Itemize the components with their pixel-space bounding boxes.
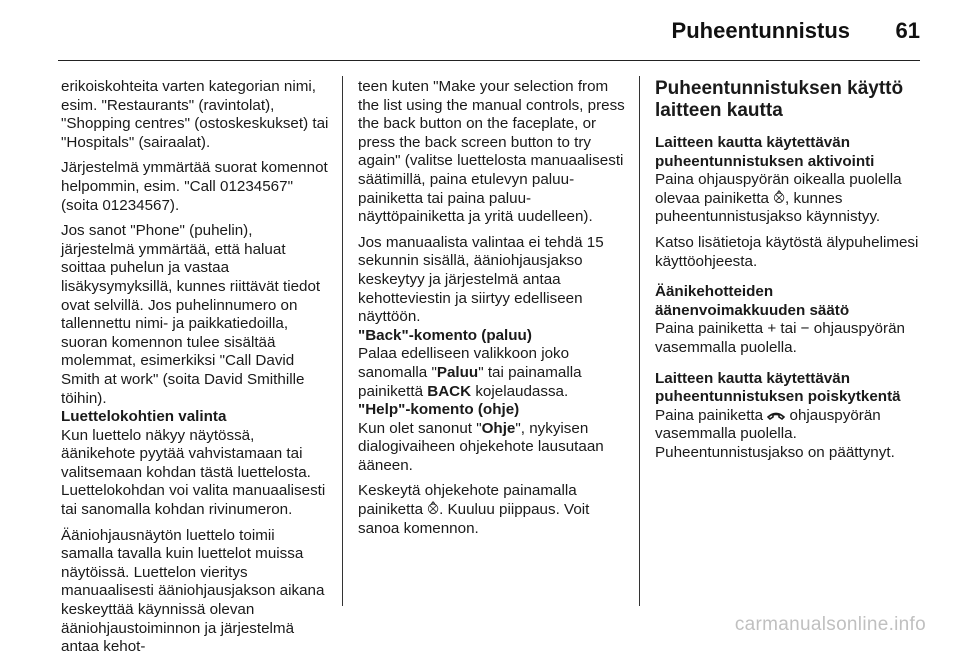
- section-heading: "Back"-komento (paluu): [358, 326, 532, 344]
- text: Kun olet sanonut ": [358, 419, 482, 437]
- section-heading: Luettelokohtien valinta: [61, 408, 227, 426]
- paragraph: Järjestelmä ymmärtää suorat komennot helpommin, esim. "Call 01234567" (soita 01234567).: [61, 159, 328, 214]
- page-title: Puheentunnistus: [671, 18, 850, 43]
- text: Paina ohjauspyörän oikealla puolella olevaa painiketta: [655, 171, 902, 207]
- text: . Kuuluu piippaus. Voit sanoa komennon.: [358, 501, 590, 537]
- paragraph: [655, 407, 927, 463]
- text-bold: Paluu: [436, 363, 479, 381]
- watermark: carmanualsonline.info: [734, 614, 926, 635]
- paragraph: teen kuten "Make your selection from the list using the manual controls, press the back button on the faceplate, or press the back screen button to try again" (valitse luettelosta manuaalisesti säätimillä, paina etulevyn paluu-painiketta tai paina paluu-näyttöpainiketta ja yritä uudelleen).: [358, 78, 625, 226]
- column-2: [358, 78, 626, 545]
- paragraph: erikoiskohteita varten kategorian nimi, esim. "Restaurants" (ravintolat), "Shopping centres" (ostoskeskukset) tai "Hospitals" (sairaalat).: [61, 78, 329, 151]
- text: " tai painamalla painikettä: [358, 363, 582, 400]
- paragraph: [358, 420, 626, 476]
- column-divider-2: [639, 76, 640, 606]
- paragraph: [358, 482, 626, 538]
- paragraph: [655, 320, 927, 357]
- text: Keskeytä ohjekehote painamalla painiketta: [358, 482, 577, 519]
- voice-icon: ⨶: [773, 189, 786, 207]
- section-title: Puheentunnistuksen käyttö laitteen kautta: [655, 78, 904, 121]
- plus-icon: +: [767, 320, 777, 338]
- text: Paina painiketta: [655, 320, 768, 338]
- header-divider: [58, 60, 920, 61]
- paragraph: Katso lisätietoja käytöstä älypuhelimesi käyttöohjeesta.: [655, 233, 919, 270]
- paragraph: [655, 171, 927, 227]
- text: ", nykyisen dialogivaiheen ohjekehote lausutaan ääneen.: [358, 419, 604, 474]
- end-call-icon: [767, 407, 785, 426]
- section-heading: Laitteen kautta käytettävän puheentunnistuksen aktivointi: [655, 134, 875, 170]
- paragraph: Kun luettelo näkyy näytössä, äänikehote pyytää vahvistamaan tai valitsemaan kohdan tästä luettelosta. Luettelokohdan voi valita manuaalisesti tai sanomalla kohdan rivinumeron.: [61, 426, 326, 519]
- column-3: [655, 78, 927, 470]
- column-1: [61, 78, 329, 664]
- section-heading: Laitteen kautta käytettävän puheentunnistuksen poiskytkentä: [655, 369, 901, 406]
- paragraph: Jos manuaalista valintaa ei tehdä 15 sekunnin sisällä, ääniohjausjakso keskeytyy ja järjestelmä antaa kehotteviestin ja siirtyy edelliseen näyttöön.: [358, 233, 604, 326]
- text: kojelaudassa.: [471, 382, 569, 400]
- text: , kunnes puheentunnistusjakso käynnistyy.: [655, 189, 881, 226]
- voice-icon: ⨶: [427, 501, 440, 519]
- text: tai: [776, 320, 801, 338]
- text: ohjauspyörän vasemmalla puolella. Puheentunnistusjakso on päättynyt.: [655, 406, 895, 461]
- text: Palaa edelliseen valikkoon joko sanomalla ": [358, 345, 570, 381]
- column-divider-1: [342, 76, 343, 606]
- paragraph: Jos sanot "Phone" (puhelin), järjestelmä ymmärtää, että haluat soittaa puhelun ja vastaa lisäkysymyksillä, kunnes riittävät tiedot ovat selvillä. Jos puhelinnumero on tallennettu nimi- ja paikkatiedoilla, suoran komennon tulee sisältää molemmat, esimerkiksi "Call David Smith at work" (soita David Smithille töihin).: [61, 222, 321, 407]
- paragraph: Ääniohjausnäytön luettelo toimii samalla tavalla kuin luettelot muissa näytöissä. Luettelon vieritys manuaalisesti ääniohjausjakson aikana keskeyttää käynnissä olevan ääniohjaustoiminnon ja järjestelmä antaa kehot-: [61, 526, 325, 656]
- paragraph: [358, 345, 626, 401]
- section-heading: "Help"-komento (ohje): [358, 401, 520, 419]
- text: Paina painiketta: [655, 406, 768, 424]
- text: ohjauspyörän vasemmalla puolella.: [655, 320, 905, 356]
- page-header: [0, 0, 960, 62]
- text-bold: BACK: [427, 382, 472, 400]
- minus-icon: −: [800, 320, 810, 338]
- text-bold: Ohje: [481, 419, 516, 437]
- page-number: 61: [895, 18, 920, 43]
- section-heading: Äänikehotteiden äänenvoimakkuuden säätö: [655, 283, 850, 319]
